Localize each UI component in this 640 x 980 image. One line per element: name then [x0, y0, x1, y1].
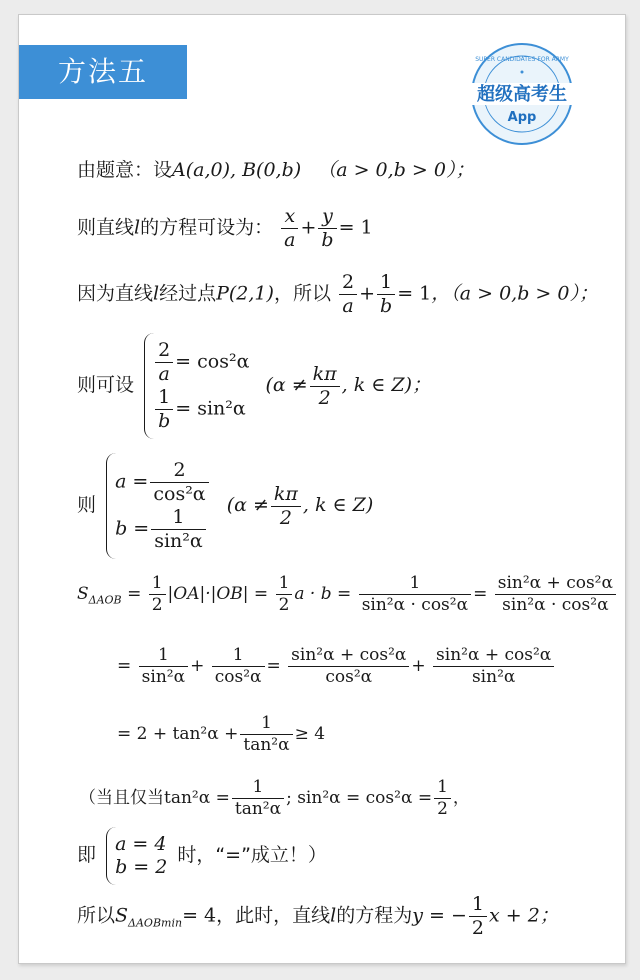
logo-ring-text: SUPER CANDIDATES FOR ARMY — [475, 56, 569, 63]
logo-title: 超级高考生 — [477, 84, 567, 105]
line-line-equation: 则直线l的方程可设为： $\frac{x}{a}$ + $\frac{y}{b}$ = 1 — [77, 205, 373, 251]
line-point-p: 因为直线l经过点P(2,1)，所以 $\frac{2}{a}$ + $\frac{1}{b}$ = 1，（a > 0,b > 0）； — [77, 271, 598, 317]
line-area-3: = 2 + tan²α + $\frac{1}{\text{tan²α}}$ ≥ 4 — [117, 713, 326, 755]
method-banner: 方法五 — [19, 45, 187, 99]
logo-badge-icon — [467, 39, 577, 149]
line-area-1: $S_{\Delta AOB}$ = $\frac{1}{2}$ |OA|·|OB| = $\frac{1}{2}$ a · b = $\frac{1}{\text{sin²α · cos²α}}$ = $\frac{\text{sin²α + cos²α}}{\text{sin²α · cos²α}}$ — [77, 575, 618, 614]
line-solve-ab: 则 a = $\frac{2}{\text{cos²α}}$ b = $\frac{1}{\text{sin²α}}$ (α ≠ $\frac{k\pi}{2}$ , k ∈ Z) — [77, 453, 373, 559]
line-equality-condition: （当且仅当tan²α = $\frac{1}{\text{tan²α}}$ ; sin²α = cos²α = $\frac{1}{2}$ ， — [79, 777, 470, 819]
line-setup: 由题意：设A(a,0), B(0,b) （a > 0,b > 0）； — [77, 159, 475, 181]
line-conclusion: 所以$S_{\Delta AOBmin}= 4$，此时，直线l的方程为y = − $\frac{1}{2}$ x + 2； — [77, 893, 559, 939]
app-logo — [467, 39, 577, 149]
line-area-2: = $\frac{1}{\text{sin²α}}$ + $\frac{1}{\text{cos²α}}$ = $\frac{\text{sin²α + cos²α}}{\text{cos²α}}$ + $\frac{\text{sin²α + cos²α}}{\text{sin²α}}$ — [117, 647, 556, 686]
line-equality-values: 即 a = 4 b = 2 时，“=”成立！） — [77, 827, 327, 885]
logo-app: App — [507, 110, 537, 125]
line-trig-substitution: 则可设 $\frac{2}{a}$ = cos²α $\frac{1}{b}$ = sin²α (α ≠ $\frac{k\pi}{2}$ , k ∈ Z)； — [77, 333, 431, 439]
content-card — [18, 14, 626, 964]
